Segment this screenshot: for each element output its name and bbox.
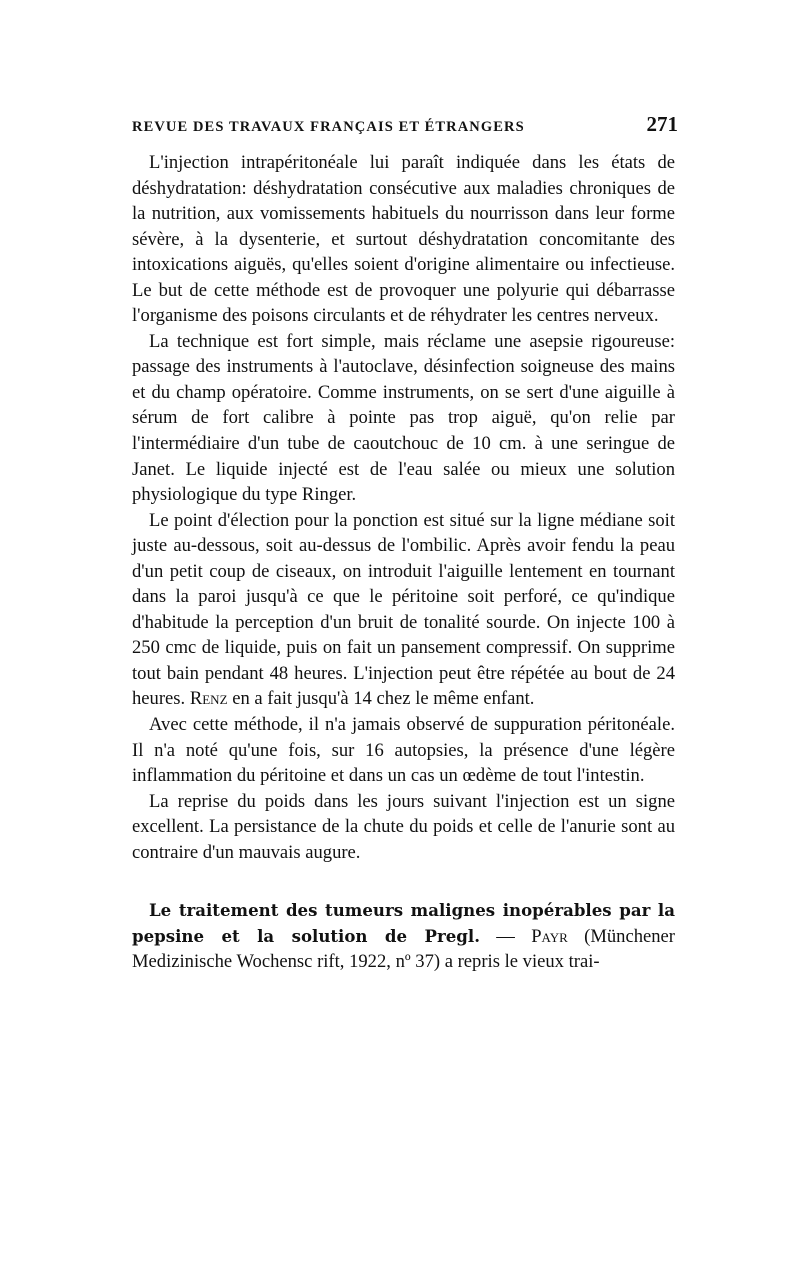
article-dash: —: [496, 925, 515, 947]
paragraph-3-text: Le point d'élection pour la ponction est situé sur la ligne médiane soit juste au-dessous, soit au-dessus de l'ombilic. Après avoir fendu la peau d'un petit coup de ciseaux, on introduit l'aiguille lentement en tournant dans la paroi jusqu'à ce que le péritoine soit perforé, ce qu'indique d'habitude la perception d'un bruit de tonalité sourde. On injecte 100 à 250 cmc de liquide, puis on fait un pansement compressif. On supprime tout bain pendant 48 heures. L'injection peut être répétée au bout de 24 heures.: [132, 509, 675, 710]
article-paragraph: [132, 898, 675, 975]
paragraph-4: Avec cette méthode, il n'a jamais observé de suppuration péritonéale. Il n'a noté qu'une fois, sur 16 autopsies, la présence d'une légère inflammation du péritoine et dans un cas un œdème de tout l'intestin.: [132, 714, 675, 787]
running-title: REVUE DES TRAVAUX FRANÇAIS ET ÉTRANGERS: [132, 119, 525, 135]
article-title: Le traitement des tumeurs malignes inopérables par la pepsine et la solution de Pregl.: [132, 900, 675, 946]
author-renz: Renz: [189, 688, 228, 710]
paragraph-1: L'injection intrapéritonéale lui paraît indiquée dans les états de déshydratation: déshydratation consécutive aux maladies chroniques de la nutrition, aux vomissements habituels du nourrisson dans leur forme sévère, à la dysenterie, et surtout déshydratation concomitante des intoxications aiguës, qu'elles soient d'origine alimentaire ou infectieuse. Le but de cette méthode est de provoquer une polyurie qui débarrasse l'organisme des poisons circulants et de réhydrater les centres nerveux.: [132, 152, 675, 327]
page-number: 271: [646, 112, 678, 136]
paragraph-2: La technique est fort simple, mais réclame une asepsie rigoureuse: passage des instruments à l'autoclave, désinfection soigneuse des mains et du champ opératoire. Comme instruments, on se sert d'une aiguille à sérum de fort calibre à pointe pas trop aiguë, qu'on relie par l'intermédiaire d'un tube de caoutchouc de 10 cm. à une seringue de Janet. Le liquide injecté est de l'eau salée ou mieux une solution physiologique du type Ringer.: [132, 330, 675, 506]
running-head: [132, 112, 678, 137]
body-text: [132, 150, 675, 975]
paragraph-3: [132, 508, 675, 712]
article-author: Payr: [531, 925, 568, 947]
paragraph-3-tail: en a fait jusqu'à 14 chez le même enfant.: [232, 688, 535, 710]
paragraph-5: La reprise du poids dans les jours suivant l'injection est un signe excellent. La persistance de la chute du poids et celle de l'anurie sont au contraire d'un mauvais augure.: [132, 790, 675, 863]
article-citation: (Münchener Medizinische Wochensc rift, 1922, nº 37) a repris le vieux trai-: [132, 925, 675, 973]
